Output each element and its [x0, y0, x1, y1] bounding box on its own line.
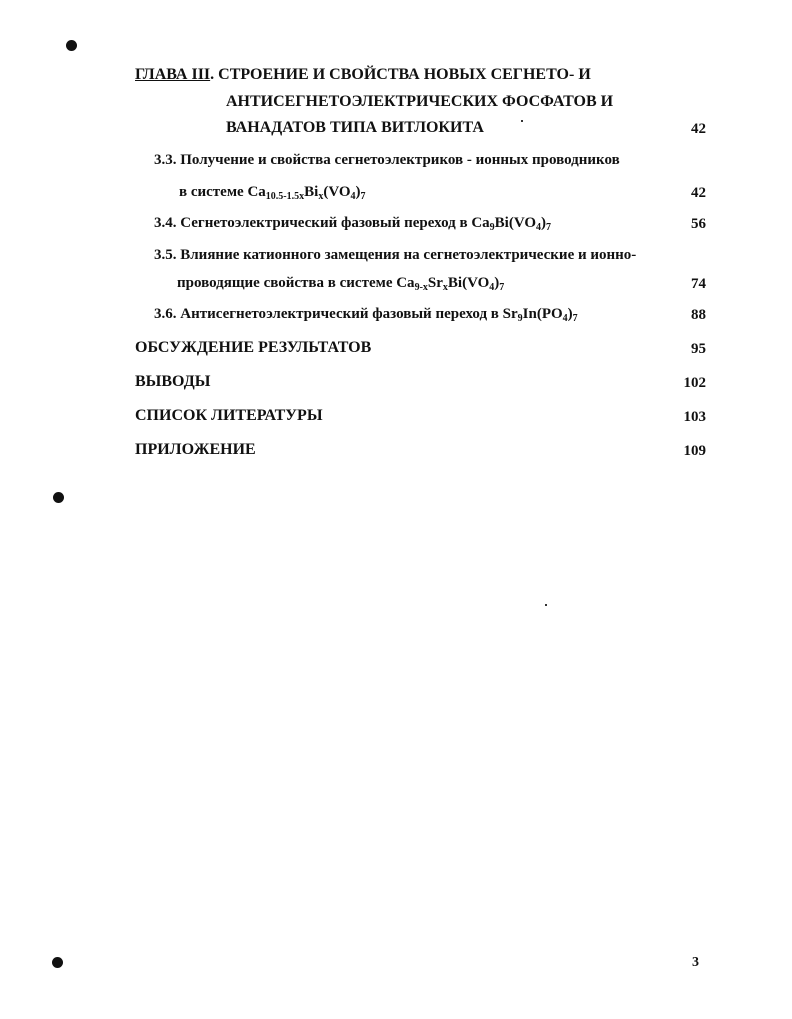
chapter3-label: ГЛАВА III — [135, 66, 211, 83]
toc-s34: 3.4. Сегнетоэлектрический фазовый переход в $Ca_9Bi(VO_4)_7$ — [154, 215, 552, 233]
toc-s35-line1: 3.5. Влияние катионного замещения на сегнетоэлектрические и ионно- — [154, 247, 637, 263]
toc-s34-page: 56 — [691, 216, 706, 232]
toc-references: СПИСОК ЛИТЕРАТУРЫ — [135, 407, 323, 424]
toc-appendix-page: 109 — [683, 443, 706, 459]
binder-hole-top — [66, 40, 77, 51]
toc-discussion-page: 95 — [691, 341, 706, 357]
toc-conclusions: ВЫВОДЫ — [135, 373, 211, 390]
toc-s36-page: 88 — [691, 307, 706, 323]
toc-s33-line1: 3.3. Получение и свойства сегнетоэлектриков - ионных проводников — [154, 152, 620, 168]
binder-hole-middle — [53, 492, 64, 503]
toc-references-page: 103 — [683, 409, 706, 425]
scan-speck — [545, 604, 547, 606]
toc-s33-page: 42 — [691, 185, 706, 201]
toc-s35-line2: проводящие свойства в системе $Ca_{9-x}Sr_xBi(VO_4)_7$ — [177, 275, 505, 293]
toc-chapter3-line1: ГЛАВА III. СТРОЕНИЕ И СВОЙСТВА НОВЫХ СЕГНЕТО- И — [135, 66, 591, 83]
toc-conclusions-page: 102 — [683, 375, 706, 391]
toc-discussion: ОБСУЖДЕНИЕ РЕЗУЛЬТАТОВ — [135, 339, 372, 356]
page-number: 3 — [692, 955, 699, 970]
toc-s33-line2: в системе $Ca_{10.5-1.5x}Bi_x(VO_4)_7$ — [179, 184, 366, 202]
toc-s36: 3.6. Антисегнетоэлектрический фазовый переход в $Sr_9In(PO_4)_7$ — [154, 306, 578, 324]
toc-chapter3-line3: ВАНАДАТОВ ТИПА ВИТЛОКИТА — [226, 119, 484, 136]
toc-chapter3-page: 42 — [691, 121, 706, 137]
toc-chapter3-line2: АНТИСЕГНЕТОЭЛЕКТРИЧЕСКИХ ФОСФАТОВ И — [226, 93, 614, 110]
scan-speck — [521, 120, 523, 122]
toc-appendix: ПРИЛОЖЕНИЕ — [135, 441, 256, 458]
toc-s35-page: 74 — [691, 276, 706, 292]
binder-hole-bottom — [52, 957, 63, 968]
